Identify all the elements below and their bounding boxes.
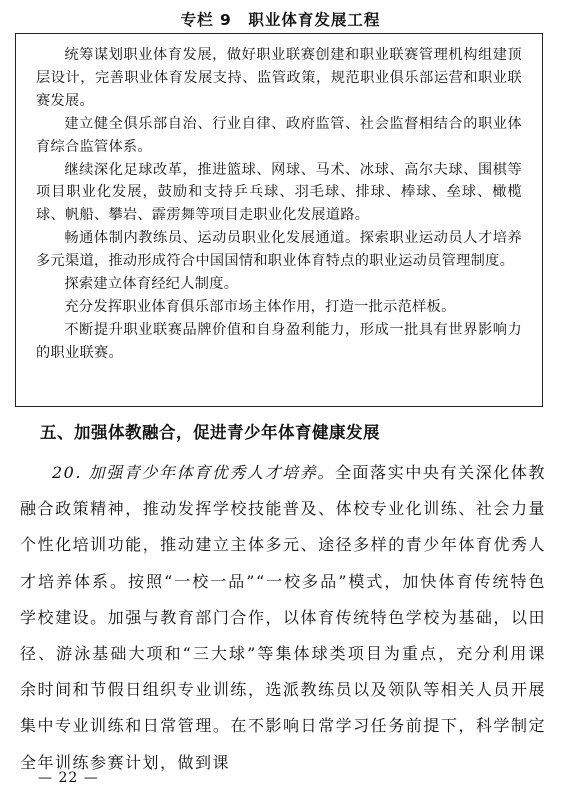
box-paragraph: 建立健全俱乐部自治、行业自律、政府监管、社会监督相结合的职业体育综合监管体系。 [36, 115, 522, 155]
box-paragraph: 畅通体制内教练员、运动员职业化发展通道。探索职业运动员人才培养多元渠道，推动形成符合中国国情和职业体育特点的职业运动员管理制度。 [36, 230, 522, 270]
box-paragraph: 不断提升职业联赛品牌价值和自身盈利能力，形成一批具有世界影响力的职业联赛。 [36, 321, 522, 361]
column-box-title: 专栏 9 职业体育发展工程 [180, 11, 381, 29]
article-text: 全面落实中央有关深化体教融合政策精神，推动发挥学校技能普及、体校专业化训练、社会力量个性化培训功能，推动建立主体多元、途径多样的青少年体育优秀人才培养体系。按照“一校一品”“一校多品”模式，加快体育传统特色学校建设。加强与教育部门合作，以体育传统特色学校为基础，以田径、游泳基础大项和“三大球”等集体球类项目为重点，充分利用课余时间和节假日组织专业训练，选派教练员以及领队等相关人员开展集中专业训练和日常管理。在不影响日常学习任务前提下，科学制定全年训练参赛计划，做到课 [20, 463, 546, 772]
article-lead: 20. 加强青少年体育优秀人才培养。 [52, 463, 335, 482]
section-heading: 五、加强体教融合，促进青少年体育健康发展 [40, 423, 380, 442]
page-number: — 22 — [38, 770, 99, 786]
box-paragraph: 继续深化足球改革，推进篮球、网球、马术、冰球、高尔夫球、围棋等项目职业化发展，鼓励和支持乒乓球、羽毛球、排球、棒球、垒球、橄榄球、帆船、攀岩、霹雳舞等项目走职业化发展道路。 [36, 161, 522, 224]
column-box [15, 33, 543, 407]
article-paragraph [20, 455, 546, 781]
box-paragraph: 探索建立体育经纪人制度。 [64, 276, 239, 293]
box-paragraph: 统筹谋划职业体育发展，做好职业联赛创建和职业联赛管理机构组建顶层设计，完善职业体育发展支持、监管政策，规范职业俱乐部运营和职业联赛发展。 [36, 47, 522, 109]
box-paragraph: 充分发挥职业体育俱乐部市场主体作用，打造一批示范样板。 [64, 298, 456, 315]
